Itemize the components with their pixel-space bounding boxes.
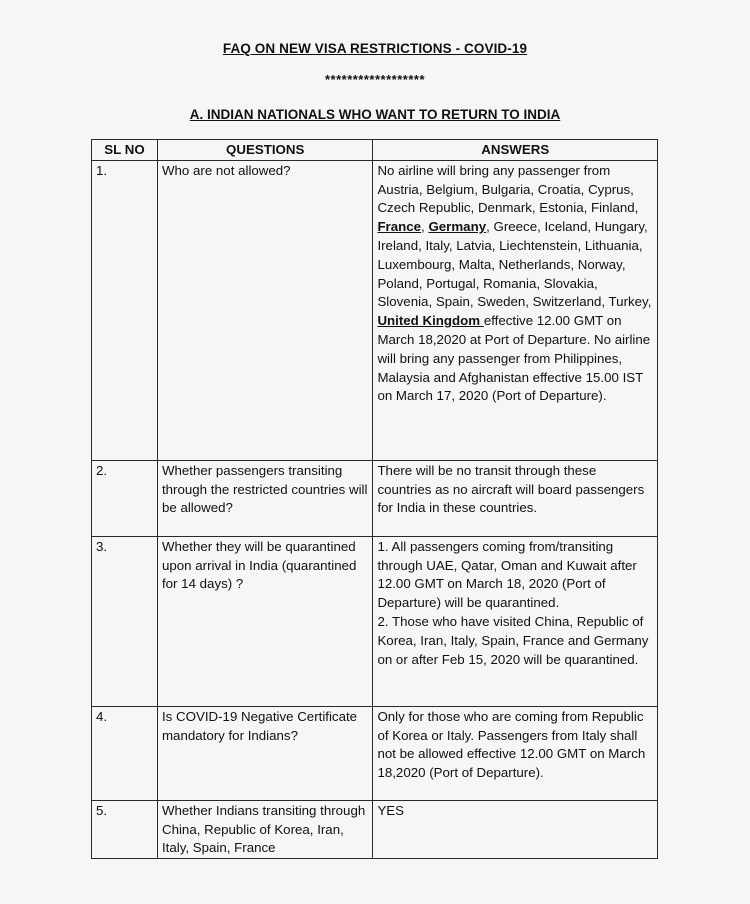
answer-emphasis-france: France — [377, 219, 422, 235]
row-number: 4. — [92, 706, 158, 800]
answer-emphasis-germany: Germany — [428, 219, 487, 235]
row-answer: YES — [373, 800, 658, 858]
table-row — [92, 536, 658, 706]
section-heading: A. INDIAN NATIONALS WHO WANT TO RETURN TO INDIA — [189, 107, 561, 122]
table-row — [92, 800, 658, 858]
table-row — [92, 460, 658, 536]
row-number: 2. — [92, 460, 158, 536]
row-answer — [373, 160, 658, 460]
table-row — [92, 160, 658, 460]
header-sl-no: SL NO — [92, 140, 158, 161]
row-question: Whether they will be quarantined upon arrival in India (quarantined for 14 days) ? — [157, 536, 372, 706]
row-number: 1. — [92, 160, 158, 460]
row-number: 5. — [92, 800, 158, 858]
answer-item: 2. Those who have visited China, Republic of Korea, Iran, Italy, Spain, France and Germany on or after Feb 15, 2020 will be quarantined. — [377, 613, 649, 667]
table-row — [92, 706, 658, 800]
answer-text: effective 12.00 GMT on March 18,2020 at Port of Departure. No airline will bring any passenger from Philippines, Malaysia and Afghanistan effective 15.00 IST on March 17, 2020 (Port of Departure). — [377, 313, 651, 404]
answer-text: No airline will bring any passenger from Austria, Belgium, Bulgaria, Croatia, Cyprus, Czech Republic, Denmark, Estonia, Finland, — [377, 162, 639, 216]
answer-text: , Greece, Iceland, Hungary, Ireland, Italy, Latvia, Liechtenstein, Lithuania, Luxembourg, Malta, Netherlands, Norway, Poland, Portugal, Romania, Slovakia, Slovenia, Spain, Sweden, Switzerland, Turkey, — [377, 219, 652, 310]
row-number: 3. — [92, 536, 158, 706]
answer-emphasis-uk: United Kingdom — [377, 313, 484, 329]
answer-text: , — [421, 219, 429, 235]
row-answer: Only for those who are coming from Republic of Korea or Italy. Passengers from Italy shall not be allowed effective 12.00 GMT on March 18,2020 (Port of Departure). — [373, 706, 658, 800]
row-question: Who are not allowed? — [157, 160, 372, 460]
row-answer — [373, 536, 658, 706]
answer-item: 1. All passengers coming from/transiting through UAE, Qatar, Oman and Kuwait after 12.00 GMT on March 18, 2020 (Port of Departure) will be quarantined. — [377, 538, 637, 611]
table-header-row — [92, 140, 658, 161]
faq-table — [91, 139, 658, 859]
document-title: FAQ ON NEW VISA RESTRICTIONS - COVID-19 — [222, 41, 528, 56]
row-question: Whether Indians transiting through China, Republic of Korea, Iran, Italy, Spain, France — [157, 800, 372, 858]
header-answers: ANSWERS — [373, 140, 658, 161]
row-question: Is COVID-19 Negative Certificate mandatory for Indians? — [157, 706, 372, 800]
row-answer: There will be no transit through these countries as no aircraft will board passengers for India in these countries. — [373, 460, 658, 536]
header-questions: QUESTIONS — [157, 140, 372, 161]
asterisk-divider: ****************** — [324, 72, 426, 87]
row-question: Whether passengers transiting through the restricted countries will be allowed? — [157, 460, 372, 536]
